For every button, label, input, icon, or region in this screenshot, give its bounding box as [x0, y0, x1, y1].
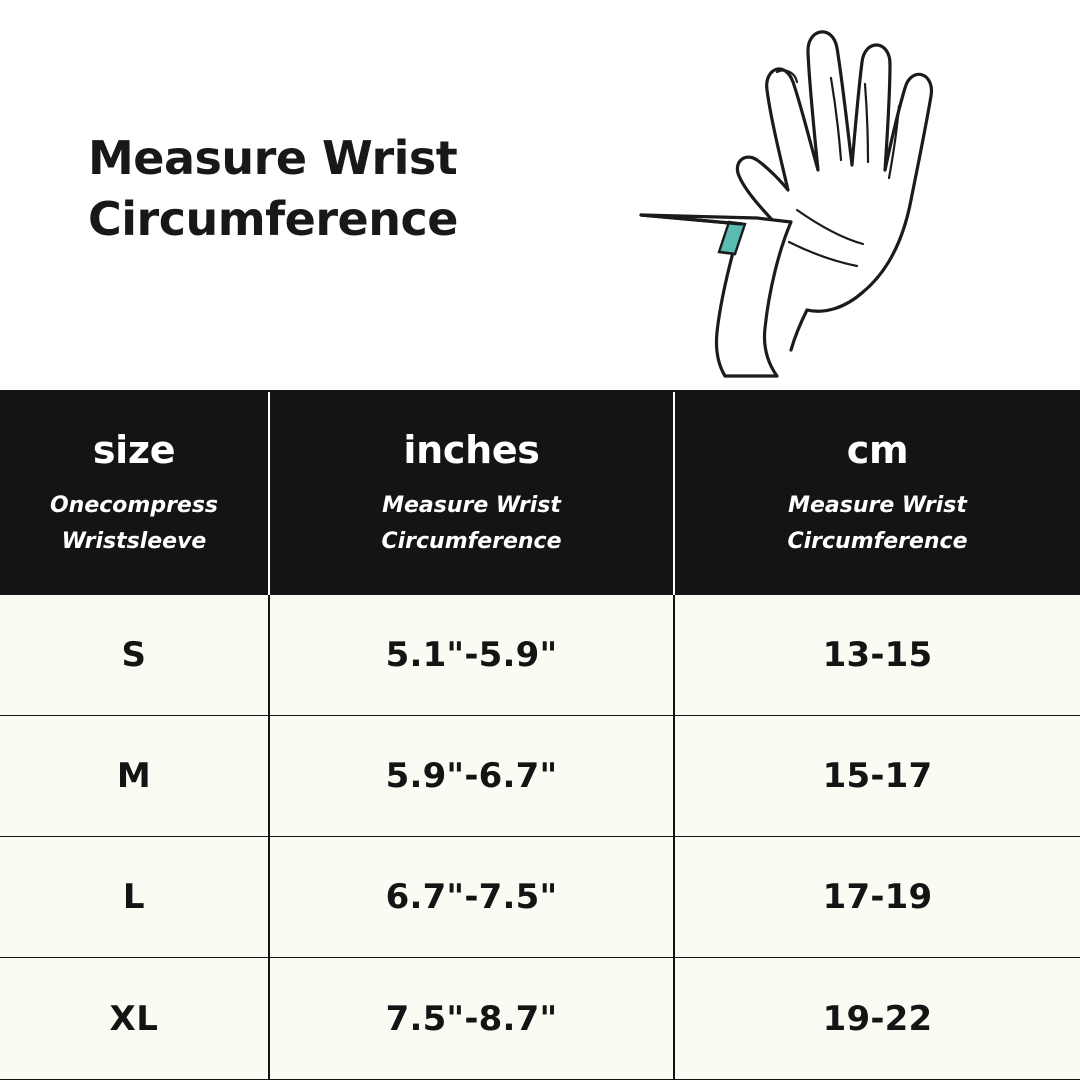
- page-title-line-2: Circumference: [88, 191, 458, 246]
- table-header-row: [0, 392, 1080, 595]
- column-subtitle-inches-line-2: Circumference: [381, 528, 562, 554]
- table-header-cm: [675, 392, 1080, 595]
- cell-inches: [270, 716, 675, 836]
- inches-value: 5.9"-6.7": [385, 756, 558, 796]
- column-subtitle-size-line-1: Onecompress: [49, 492, 219, 518]
- column-subtitle-cm-line-2: Circumference: [787, 528, 968, 554]
- column-subtitle-cm: [787, 488, 967, 559]
- column-title-size: size: [92, 427, 176, 472]
- cm-value: 19-22: [822, 998, 933, 1039]
- size-value: L: [122, 877, 146, 917]
- hand-with-measuring-tape-illustration: [545, 10, 1045, 385]
- column-title-cm: cm: [846, 427, 909, 472]
- cell-size: [0, 958, 270, 1079]
- size-chart-table: [0, 390, 1080, 1080]
- cell-cm: [675, 837, 1080, 957]
- cell-size: [0, 595, 270, 715]
- cell-cm: [675, 595, 1080, 715]
- cm-value: 17-19: [822, 877, 933, 917]
- cell-inches: [270, 837, 675, 957]
- table-header-inches: [270, 392, 675, 595]
- table-row: [0, 958, 1080, 1079]
- table-row: [0, 595, 1080, 716]
- cm-value: 13-15: [822, 635, 933, 675]
- cell-cm: [675, 716, 1080, 836]
- cell-cm: [675, 958, 1080, 1079]
- column-subtitle-inches-line-1: Measure Wrist: [382, 492, 561, 518]
- cm-value: 15-17: [822, 756, 933, 796]
- header-section: [0, 0, 1080, 390]
- size-value: XL: [109, 998, 159, 1039]
- table-header-size: [0, 392, 270, 595]
- column-subtitle-size: [50, 488, 218, 559]
- inches-value: 7.5"-8.7": [385, 998, 558, 1039]
- column-subtitle-cm-line-1: Measure Wrist: [788, 492, 967, 518]
- table-row: [0, 716, 1080, 837]
- cell-size: [0, 837, 270, 957]
- column-subtitle-inches: [381, 488, 561, 559]
- page-title: [88, 128, 568, 249]
- inches-value: 5.1"-5.9": [385, 635, 558, 675]
- page-title-line-1: Measure Wrist: [88, 131, 458, 185]
- size-value: S: [121, 635, 147, 675]
- column-subtitle-size-line-2: Wristsleeve: [61, 528, 207, 554]
- size-value: M: [116, 756, 152, 796]
- cell-inches: [270, 595, 675, 715]
- table-row: [0, 837, 1080, 958]
- inches-value: 6.7"-7.5": [385, 877, 558, 917]
- column-title-inches: inches: [403, 427, 540, 472]
- cell-inches: [270, 958, 675, 1079]
- cell-size: [0, 716, 270, 836]
